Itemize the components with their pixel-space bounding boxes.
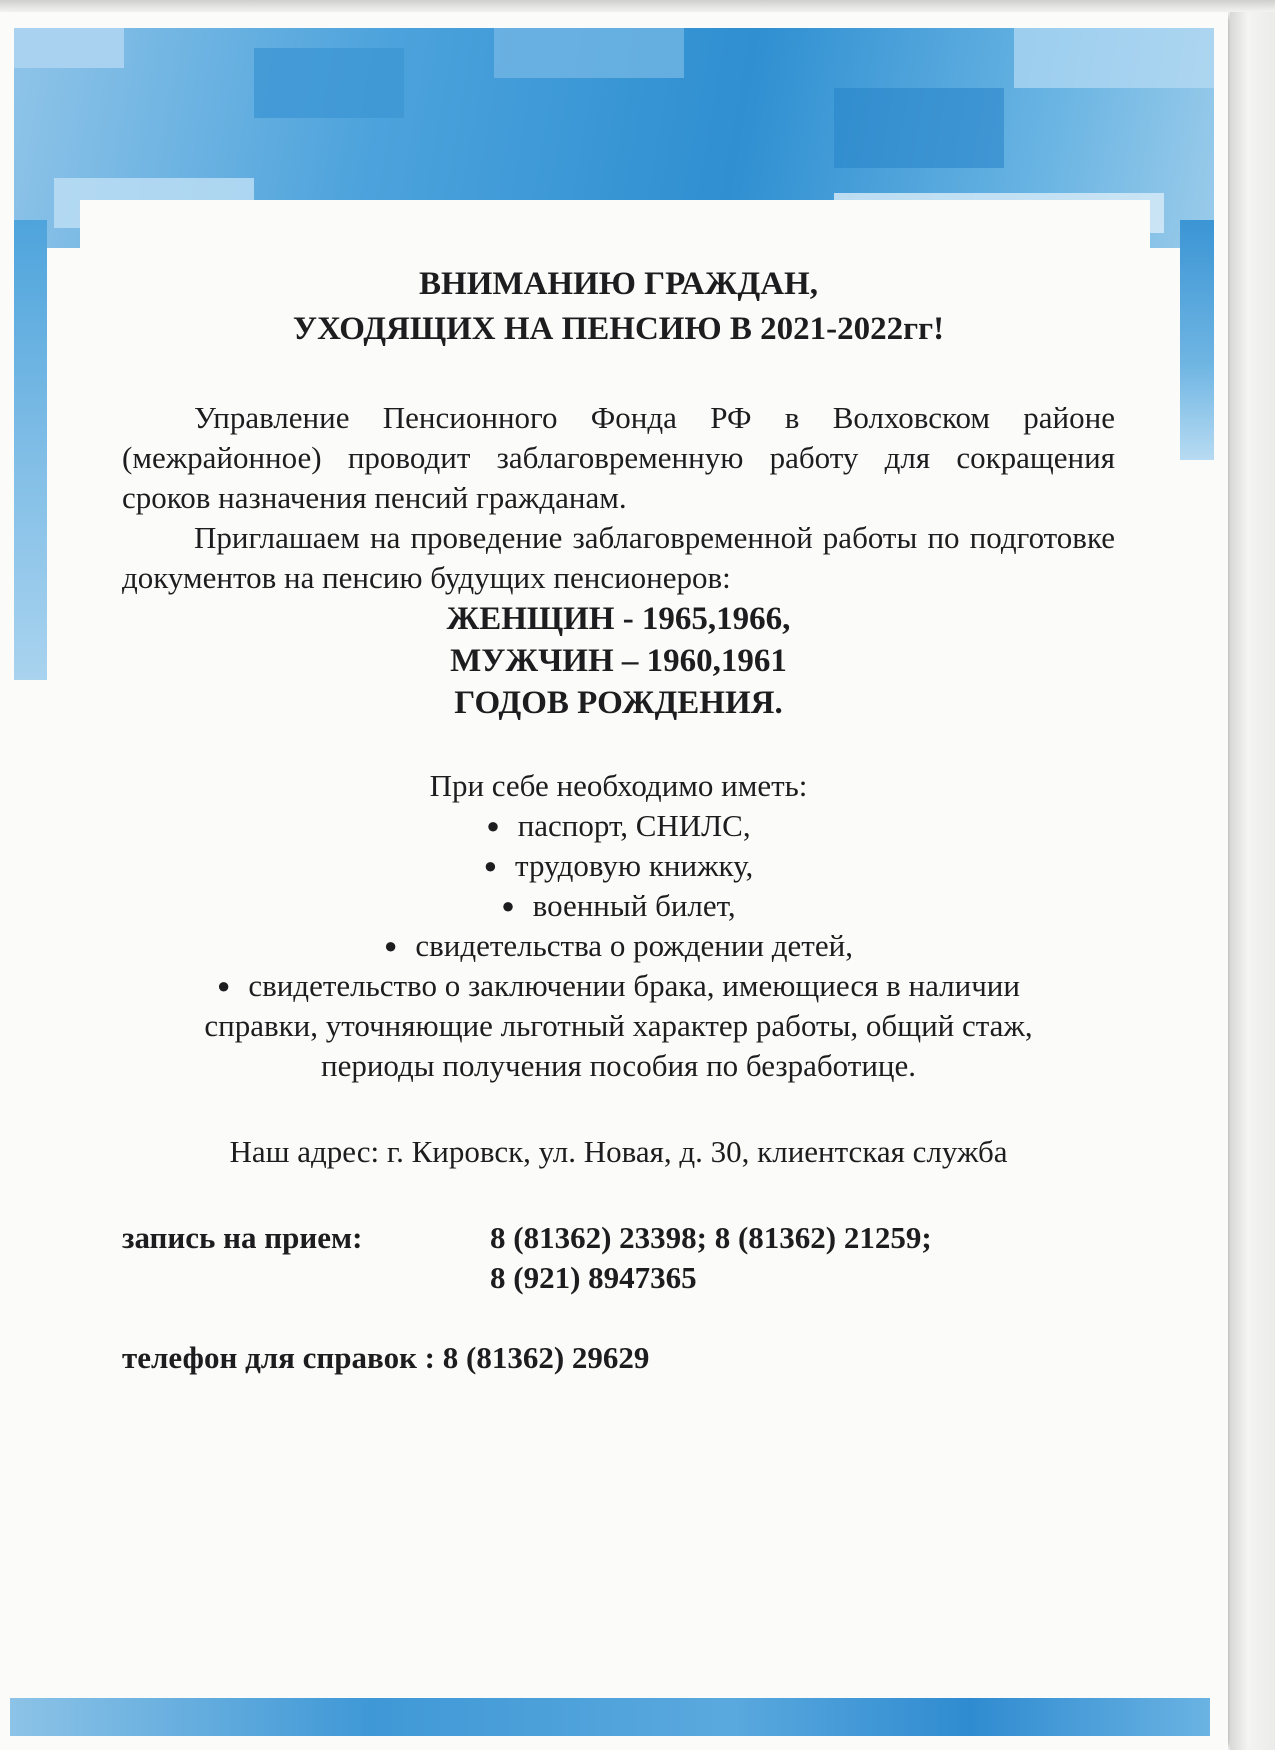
decor-block	[14, 28, 124, 68]
decor-block	[494, 28, 684, 78]
decor-block	[254, 48, 404, 118]
scan-top-edge	[0, 0, 1275, 12]
document-text: паспорт, СНИЛС,	[517, 808, 751, 843]
header-content-area	[80, 200, 1150, 260]
decorative-left-stripe	[14, 220, 47, 680]
bullet-icon: ●	[384, 933, 398, 958]
document-text: свидетельство о заключении брака, имеющиеся в наличии справки, уточняющие льготный характер работы, общий стаж, периоды получения пособия по безработице.	[204, 968, 1033, 1083]
men-years: МУЖЧИН – 1960,1961	[450, 643, 787, 679]
decor-block	[834, 88, 1004, 168]
decorative-right-stripe	[1180, 220, 1214, 460]
list-item	[122, 806, 1115, 846]
documents-intro: При себе необходимо иметь:	[429, 768, 808, 803]
decorative-footer-band	[10, 1698, 1210, 1736]
invitation-paragraph: Приглашаем на проведение заблаговременной работы по подготовке документов на пенсию будущих пенсионеров:	[122, 520, 1115, 595]
appointment-phones-line-2: 8 (921) 8947365	[490, 1260, 697, 1295]
office-address: Наш адрес: г. Кировск, ул. Новая, д. 30, клиентская служба	[229, 1134, 1008, 1169]
inquiry-phone: телефон для справок : 8 (81362) 29629	[122, 1340, 650, 1375]
title-line-1: ВНИМАНИЮ ГРАЖДАН,	[419, 266, 818, 302]
document-text: трудовую книжку,	[515, 848, 754, 883]
eligible-groups	[122, 598, 1115, 724]
scan-page-edge	[1230, 12, 1275, 1750]
intro-paragraph: Управление Пенсионного Фонда РФ в Волховском районе (межрайонное) проводит заблаговременную работу для сокращения сроков назначения пенсий гражданам.	[122, 400, 1115, 515]
document-text: свидетельства о рождении детей,	[415, 928, 853, 963]
bullet-icon: ●	[486, 813, 500, 838]
birth-years-label: ГОДОВ РОЖДЕНИЯ.	[454, 685, 783, 721]
appointment-label: запись на прием:	[122, 1220, 363, 1255]
decor-block	[1014, 28, 1214, 88]
title-line-2: УХОДЯЩИХ НА ПЕНСИЮ В 2021-2022гг!	[292, 311, 945, 347]
notice-title	[122, 262, 1115, 352]
document-text: военный билет,	[532, 888, 736, 923]
women-years: ЖЕНЩИН - 1965,1966,	[446, 601, 791, 637]
appointment-phones	[490, 1218, 932, 1298]
documents-list	[122, 806, 1115, 1086]
appointment-phones-line-1: 8 (81362) 23398; 8 (81362) 21259;	[490, 1220, 932, 1255]
bullet-icon: ●	[217, 973, 231, 998]
list-item	[122, 926, 1115, 966]
bullet-icon: ●	[483, 853, 498, 878]
bullet-icon: ●	[501, 893, 515, 918]
list-item	[199, 966, 1039, 1086]
appointment-contacts	[122, 1218, 1115, 1298]
list-item	[122, 846, 1115, 886]
list-item	[122, 886, 1115, 926]
notice-content	[122, 262, 1115, 1378]
